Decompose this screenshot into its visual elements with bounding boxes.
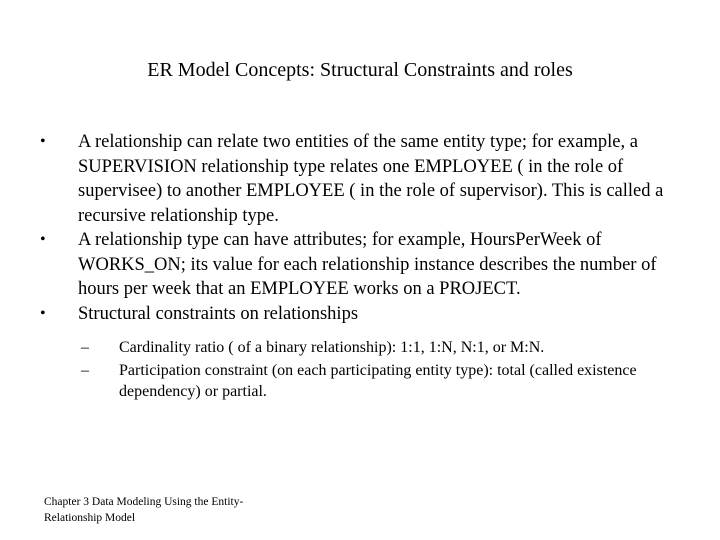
dash-marker: –: [81, 362, 89, 379]
bullet-item: [0, 130, 678, 228]
bullet-marker: •: [40, 231, 46, 248]
bullet-marker: •: [40, 304, 46, 322]
dash-marker: –: [81, 339, 89, 356]
bullet-item: [0, 228, 678, 302]
footer-caption: Chapter 3 Data Modeling Using the Entity-Relationship Model: [44, 496, 244, 524]
sub-bullet-text: Participation constraint (on each participating entity type): total (called existence dependency) or partial.: [119, 362, 637, 400]
sub-bullet-text: Cardinality ratio ( of a binary relationship): 1:1, 1:N, N:1, or M:N.: [119, 339, 545, 356]
sub-bullet-item: [81, 360, 649, 402]
bullet-text: A relationship can relate two entities of the same entity type; for example, a SUPERVISION relationship type relates one EMPLOYEE ( in the role of supervisee) to another EMPLOYEE ( in the role of supervisor). This is called a recursive relationship type.: [78, 132, 664, 226]
slide-title: ER Model Concepts: Structural Constraints and roles: [147, 59, 573, 81]
bullet-marker: •: [40, 133, 46, 150]
bullet-list: [0, 130, 720, 326]
sub-bullet-item: [81, 337, 649, 358]
bullet-text: A relationship type can have attributes; for example, HoursPerWeek of WORKS_ON; its value for each relationship instance describes the number of hours per week that an EMPLOYEE works on a PROJECT.: [78, 230, 657, 299]
bullet-text: Structural constraints on relationships: [78, 303, 359, 324]
bullet-item: [0, 302, 678, 327]
sub-bullet-list: [0, 337, 720, 404]
